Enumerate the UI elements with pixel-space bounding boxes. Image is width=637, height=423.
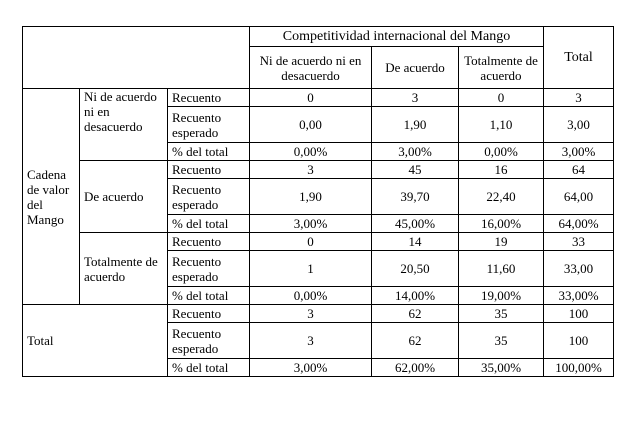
measure-label: Recuento esperado bbox=[168, 323, 250, 359]
cell: 45 bbox=[372, 161, 459, 179]
cell: 20,50 bbox=[372, 251, 459, 287]
cell: 1,90 bbox=[250, 179, 372, 215]
cell: 3 bbox=[250, 161, 372, 179]
cell: 11,60 bbox=[459, 251, 544, 287]
cell-total: 3,00% bbox=[544, 143, 614, 161]
cell: 14 bbox=[372, 233, 459, 251]
column-header-strongly-agree: Totalmente de acuerdo bbox=[459, 47, 544, 89]
cell: 62 bbox=[372, 305, 459, 323]
cell: 3,00% bbox=[250, 215, 372, 233]
cell: 35 bbox=[459, 323, 544, 359]
total-column-header: Total bbox=[544, 27, 614, 89]
measure-label: % del total bbox=[168, 359, 250, 377]
cell: 62 bbox=[372, 323, 459, 359]
column-header-neutral: Ni de acuerdo ni en desacuerdo bbox=[250, 47, 372, 89]
cell-total: 64,00% bbox=[544, 215, 614, 233]
cell: 45,00% bbox=[372, 215, 459, 233]
cell-total: 100 bbox=[544, 305, 614, 323]
cell: 14,00% bbox=[372, 287, 459, 305]
row-group-label: Cadena de valor del Mango bbox=[23, 89, 80, 305]
cell: 1,10 bbox=[459, 107, 544, 143]
cell: 1,90 bbox=[372, 107, 459, 143]
cell: 3 bbox=[250, 305, 372, 323]
cell-total: 100 bbox=[544, 323, 614, 359]
cell: 0 bbox=[250, 233, 372, 251]
cell: 35 bbox=[459, 305, 544, 323]
cell: 0,00% bbox=[459, 143, 544, 161]
measure-label: Recuento bbox=[168, 305, 250, 323]
cell-total: 33,00 bbox=[544, 251, 614, 287]
row-subgroup-label: De acuerdo bbox=[80, 161, 168, 233]
cell: 62,00% bbox=[372, 359, 459, 377]
cell-total: 64 bbox=[544, 161, 614, 179]
cell: 3 bbox=[372, 89, 459, 107]
cell: 19 bbox=[459, 233, 544, 251]
table-row bbox=[23, 233, 614, 251]
cell: 3,00% bbox=[250, 359, 372, 377]
row-subgroup-label: Totalmente de acuerdo bbox=[80, 233, 168, 305]
table-row bbox=[23, 89, 614, 107]
measure-label: Recuento bbox=[168, 89, 250, 107]
total-row-label: Total bbox=[23, 305, 168, 377]
cell: 22,40 bbox=[459, 179, 544, 215]
crosstab-table bbox=[22, 26, 614, 377]
cell: 39,70 bbox=[372, 179, 459, 215]
cell: 1 bbox=[250, 251, 372, 287]
measure-label: Recuento esperado bbox=[168, 251, 250, 287]
measure-label: % del total bbox=[168, 215, 250, 233]
measure-label: Recuento esperado bbox=[168, 179, 250, 215]
cell: 16,00% bbox=[459, 215, 544, 233]
cell: 3,00% bbox=[372, 143, 459, 161]
cell-total: 3 bbox=[544, 89, 614, 107]
cell: 19,00% bbox=[459, 287, 544, 305]
table-row bbox=[23, 161, 614, 179]
measure-label: Recuento esperado bbox=[168, 107, 250, 143]
table-row bbox=[23, 305, 614, 323]
cell-total: 64,00 bbox=[544, 179, 614, 215]
column-header-agree: De acuerdo bbox=[372, 47, 459, 89]
cell-total: 3,00 bbox=[544, 107, 614, 143]
row-subgroup-label: Ni de acuerdo ni en desacuerdo bbox=[80, 89, 168, 161]
cell-total: 33,00% bbox=[544, 287, 614, 305]
cell: 0,00% bbox=[250, 287, 372, 305]
header-corner bbox=[23, 27, 250, 89]
column-group-header: Competitividad internacional del Mango bbox=[250, 27, 544, 47]
measure-label: Recuento bbox=[168, 161, 250, 179]
crosstab-container bbox=[22, 26, 614, 377]
cell: 35,00% bbox=[459, 359, 544, 377]
cell: 16 bbox=[459, 161, 544, 179]
cell: 0 bbox=[459, 89, 544, 107]
cell-total: 33 bbox=[544, 233, 614, 251]
measure-label: % del total bbox=[168, 287, 250, 305]
cell: 0 bbox=[250, 89, 372, 107]
cell-total: 100,00% bbox=[544, 359, 614, 377]
cell: 3 bbox=[250, 323, 372, 359]
cell: 0,00 bbox=[250, 107, 372, 143]
measure-label: % del total bbox=[168, 143, 250, 161]
measure-label: Recuento bbox=[168, 233, 250, 251]
cell: 0,00% bbox=[250, 143, 372, 161]
